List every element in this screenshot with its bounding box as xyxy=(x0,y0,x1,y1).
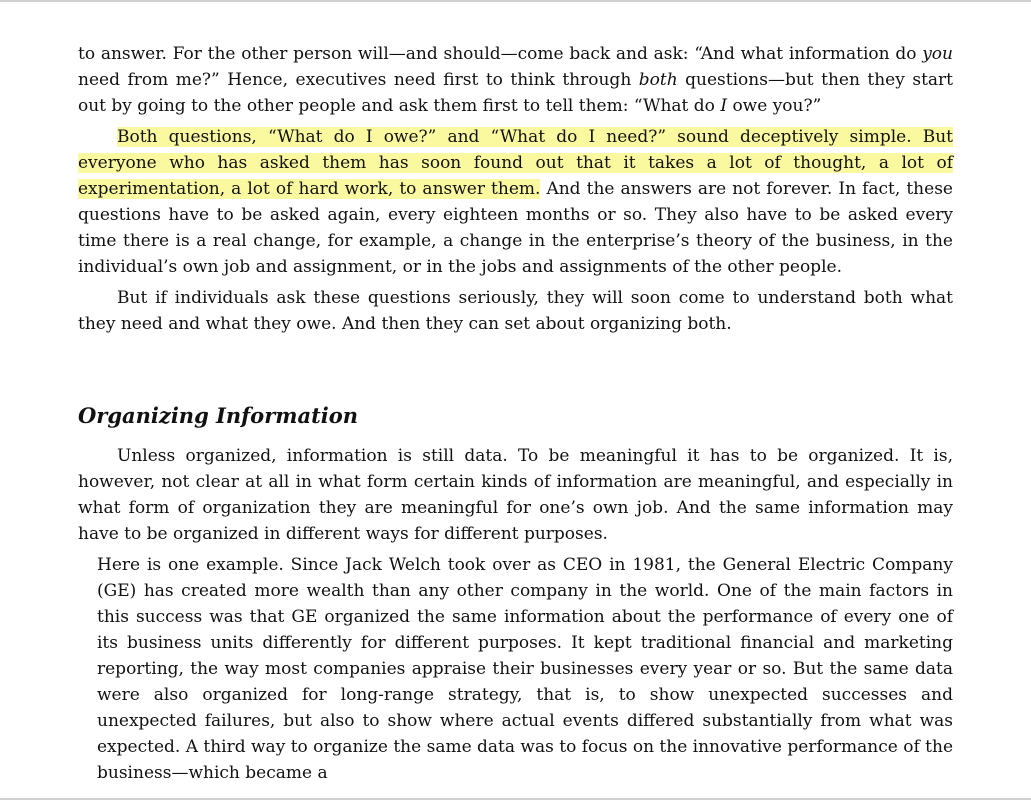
paragraph-1-segment: owe you?” xyxy=(727,96,822,116)
paragraph-2-rest: And the answers are not forever. In fact, these questions have to be asked again, every eighteen months or so. They also have to be asked every time there is a real change, for example, a change in the enterprise’s theory of the business, in the individual’s own job and assignment, or in the jobs and assignments of the other people. xyxy=(78,179,953,277)
paragraph-4: Unless organized, information is still data. To be meaningful it has to be organized. It is, however, not clear at all in what form certain kinds of information are meaningful, and especially in what form of organization they are meaningful for one’s own job. And the same information may have to be organized in different ways for different purposes. xyxy=(78,446,953,544)
emphasis-text: I xyxy=(720,96,728,116)
paragraph-2 xyxy=(78,124,953,280)
paragraph-1 xyxy=(78,41,953,119)
top-border xyxy=(0,0,1031,2)
example-block: Here is one example. Since Jack Welch took over as CEO in 1981, the General Electric Company (GE) has created more wealth than any other company in the world. One of the main factors in this success was that GE organized the same information about the performance of every one of its business units differently for different purposes. It kept traditional financial and marketing reporting, the way most companies appraise their businesses every year or so. But the same data were also organized for long-range strategy, that is, to show unexpected successes and unexpected failures, but also to show where actual events differed substantially from what was expected. A third way to organize the same data was to focus on the innovative performance of the business—which became a xyxy=(97,555,954,783)
highlighted-passage[interactable]: Both questions, “What do I owe?” and “What do I need?” sound deceptively simple. But everyone who has asked them has soon found out that it takes a lot of thought, a lot of experimentation, a lot of hard work, to answer them. xyxy=(78,127,953,199)
paragraph-1-segment: questions—but then they start out by going to the other people and ask them first to tell them: “What do xyxy=(78,70,953,116)
emphasis-text: you xyxy=(922,44,953,64)
paragraph-3: But if individuals ask these questions seriously, they will soon come to understand both what they need and what they owe. And then they can set about organizing both. xyxy=(78,288,953,334)
emphasis-text: both xyxy=(638,70,678,90)
document-page xyxy=(78,41,953,786)
section-heading: Organizing Information xyxy=(78,403,359,428)
paragraph-1-segment: need from me?” Hence, executives need first to think through xyxy=(78,70,639,90)
paragraph-1-segment: to answer. For the other person will—and should—come back and ask: “And what information do xyxy=(78,44,923,64)
